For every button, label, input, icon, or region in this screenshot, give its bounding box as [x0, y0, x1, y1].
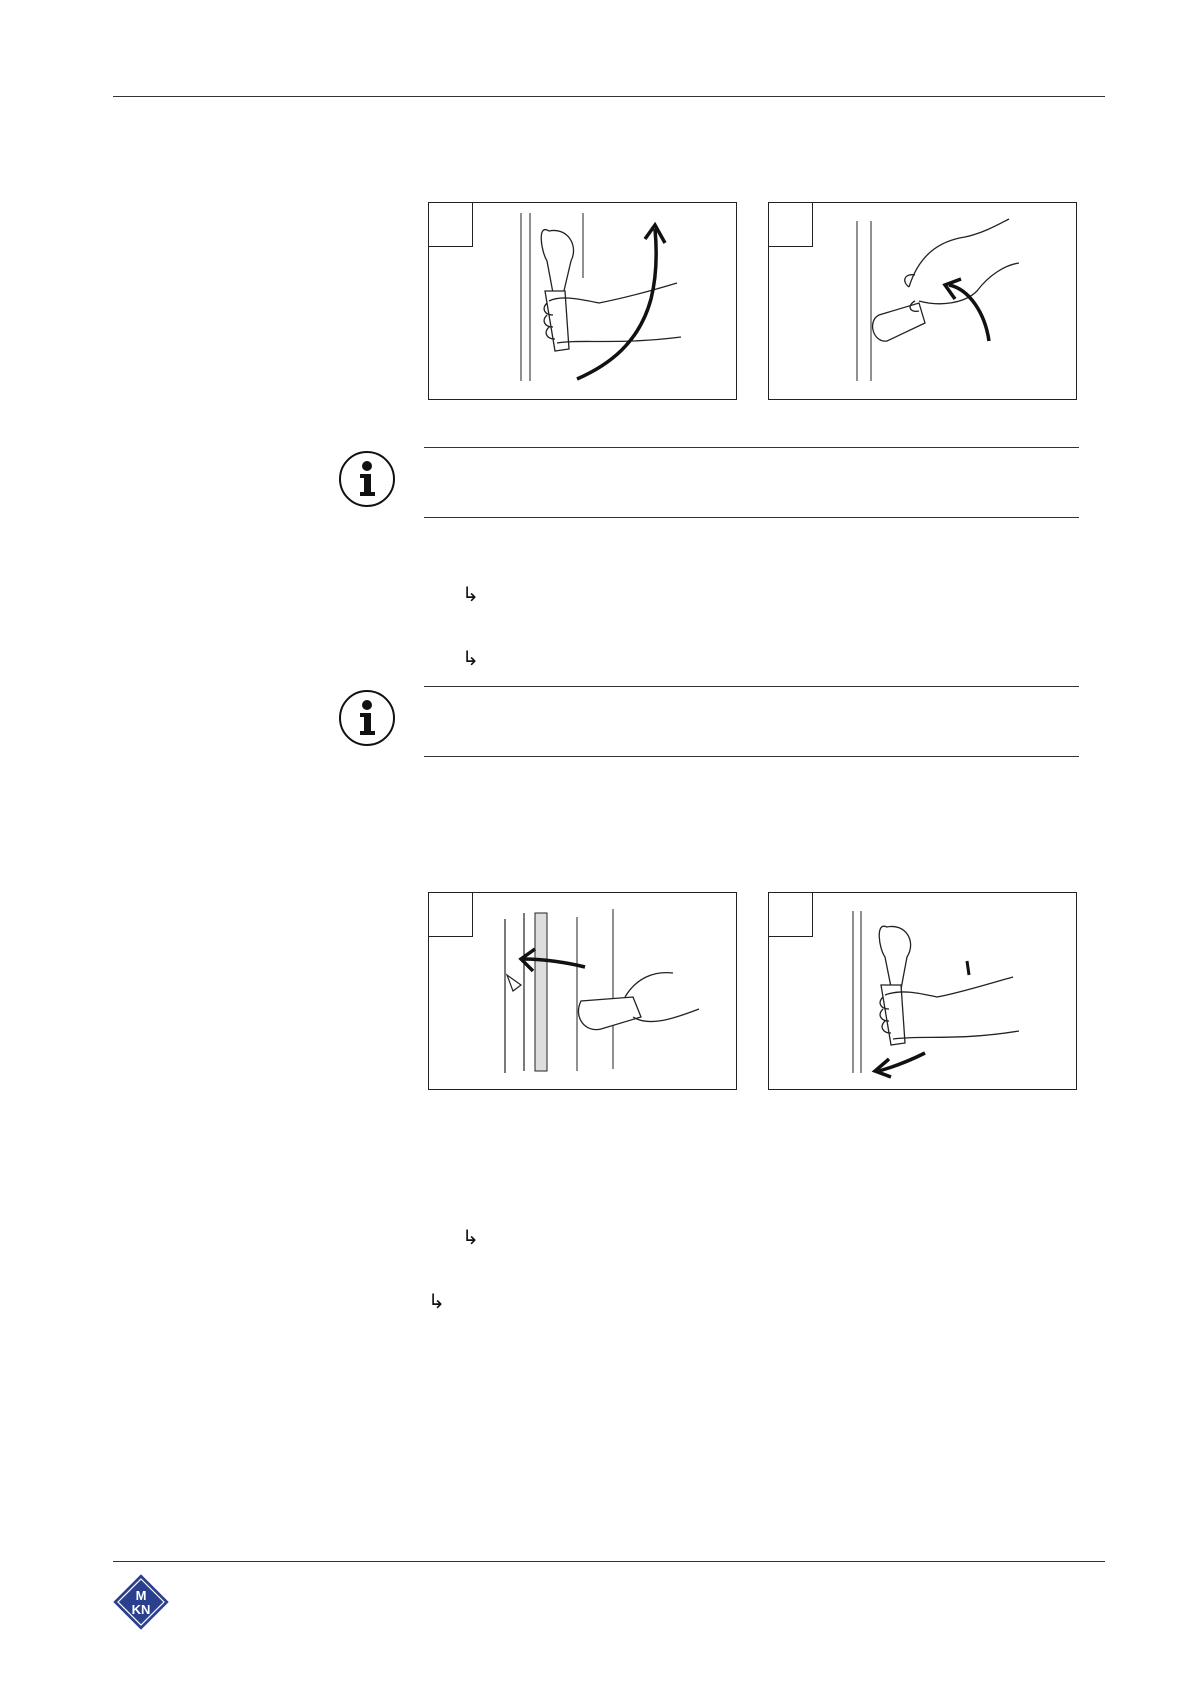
result-arrow-icon: ↳: [428, 1289, 445, 1313]
info-icon: [338, 450, 396, 508]
figure-1: [428, 202, 737, 400]
header-rule: [113, 96, 1105, 97]
handle-turn-illustration: [769, 203, 1078, 401]
handle-pull-up-illustration: [429, 203, 738, 401]
figure-4: [768, 892, 1077, 1090]
note-top-rule: [424, 447, 1079, 448]
note-bottom-rule: [424, 517, 1079, 518]
note-bottom-rule: [424, 756, 1079, 757]
figure-3: [428, 892, 737, 1090]
figure-2: [768, 202, 1077, 400]
result-arrow-icon: ↳: [462, 1225, 479, 1249]
logo-text-top: M: [135, 1588, 147, 1603]
mkn-logo: [113, 1574, 169, 1630]
handle-push-down-illustration: [769, 893, 1078, 1091]
door-push-illustration: [429, 893, 738, 1091]
result-arrow-icon: ↳: [462, 646, 479, 670]
footer-rule: [113, 1561, 1105, 1562]
note-top-rule: [424, 686, 1079, 687]
logo-text-bottom: KN: [131, 1602, 151, 1617]
info-note-2: [334, 686, 1079, 756]
info-icon: [338, 689, 396, 747]
info-note-1: [334, 447, 1079, 517]
result-arrow-icon: ↳: [462, 582, 479, 606]
